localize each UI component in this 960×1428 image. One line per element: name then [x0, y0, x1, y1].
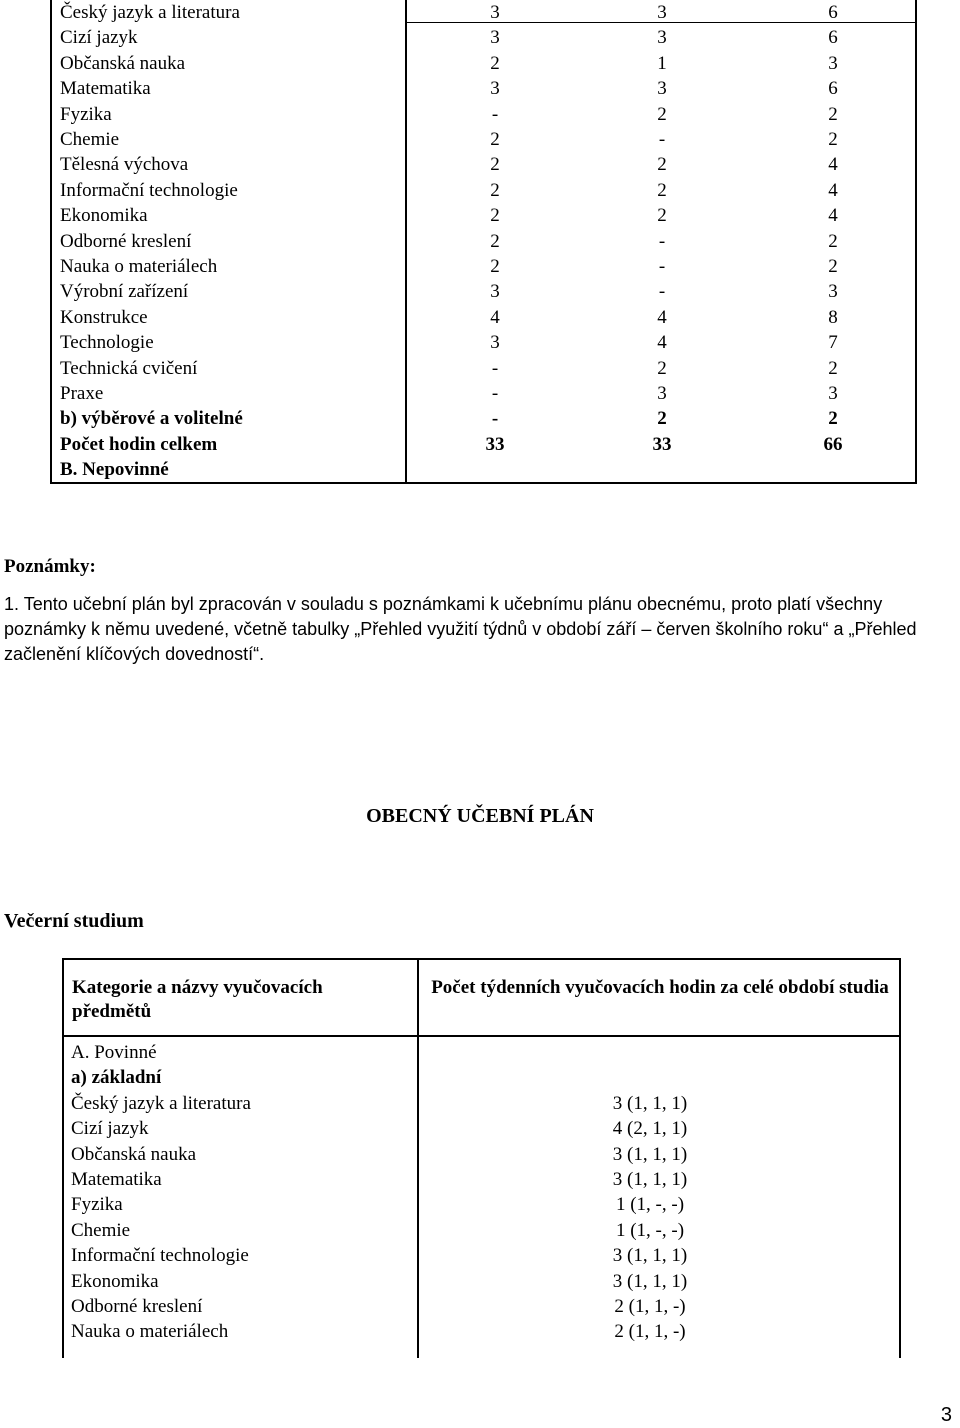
hours-cell: 2	[490, 52, 500, 74]
hours-cell: 66	[823, 433, 843, 455]
top-table-row	[0, 25, 960, 50]
bottom-table-row	[0, 1192, 960, 1217]
hours-cell: 3	[657, 27, 667, 49]
hours-cell: 3 (1, 1, 1)	[612, 1245, 688, 1267]
hours-cell: 2	[828, 103, 838, 125]
hours-cell: 3	[828, 52, 838, 74]
subject-name: Nauka o materiálech	[60, 256, 218, 277]
subject-name: Občanská nauka	[71, 1143, 197, 1165]
hours-cell: 1	[657, 52, 667, 74]
notes-text: 1. Tento učební plán byl zpracován v souladu s poznámkami k učebnímu plánu obecnému, proto platí všechny poznámky k němu uvedené, včetně tabulky „Přehled využití týdnů v období září – červen školního roku“ a „Přehled začlenění klíčových dovedností“.	[4, 594, 917, 664]
hours-cell: 3 (1, 1, 1)	[612, 1143, 688, 1165]
hours-cell: 4	[828, 179, 838, 201]
hours-cell: 3	[490, 281, 500, 303]
hours-cell: 8	[828, 306, 838, 328]
bottom-table-row	[0, 1269, 960, 1294]
top-table-row	[0, 0, 960, 25]
top-table-row	[0, 254, 960, 279]
hours-cell: 6	[828, 78, 838, 100]
top-table-row	[0, 152, 960, 177]
hours-cell: 3 (1, 1, 1)	[612, 1169, 688, 1190]
hours-cell: -	[491, 357, 499, 379]
top-table-row	[0, 381, 960, 406]
subject-name: Nauka o materiálech	[71, 1321, 229, 1343]
subject-name: Technická cvičení	[60, 357, 198, 379]
bottom-header-right: Počet týdenních vyučovacích hodin za celé období studia	[431, 977, 889, 998]
subject-name: Konstrukce	[60, 306, 148, 328]
hours-cell: -	[658, 129, 666, 150]
subject-name: Cizí jazyk	[71, 1118, 149, 1140]
top-table-row	[0, 330, 960, 355]
plan-title: OBECNÝ UČEBNÍ PLÁN	[366, 805, 594, 827]
top-table-row	[0, 229, 960, 254]
subject-name: Odborné kreslení	[71, 1296, 203, 1317]
subject-name: Ekonomika	[60, 205, 148, 227]
hours-cell: 3 (1, 1, 1)	[612, 1270, 688, 1292]
top-table-row	[0, 178, 960, 203]
hours-cell: 3	[657, 383, 667, 404]
section-title: Večerní studium	[4, 910, 144, 932]
subject-name: Cizí jazyk	[60, 27, 138, 49]
hours-cell: -	[658, 281, 666, 303]
hours-cell: 33	[652, 433, 672, 455]
page-number: 3	[940, 1404, 952, 1426]
subject-name: Český jazyk a literatura	[60, 2, 240, 23]
top-table-row	[0, 203, 960, 228]
top-table-row	[0, 76, 960, 101]
hours-cell: 2	[828, 230, 838, 252]
hours-cell: 3	[828, 281, 838, 303]
hours-cell: 2	[657, 357, 667, 379]
hours-cell: 2	[828, 408, 838, 430]
bottom-table-row	[0, 1142, 960, 1167]
bottom-table-row	[0, 1243, 960, 1268]
hours-cell: 2	[828, 129, 838, 150]
hours-cell: 2	[490, 256, 500, 277]
hours-cell: 3	[490, 2, 500, 23]
subject-name: Technologie	[60, 332, 154, 354]
subject-name: Matematika	[71, 1169, 162, 1190]
bottom-table-row	[0, 1294, 960, 1319]
hours-cell: -	[658, 230, 666, 252]
hours-cell: 3	[490, 332, 500, 354]
hours-cell: 3	[657, 78, 667, 100]
subject-name: A. Povinné	[71, 1042, 157, 1063]
subject-name: b) výběrové a volitelné	[60, 408, 243, 430]
hours-cell: 2	[490, 179, 500, 201]
notes-heading: Poznámky:	[4, 556, 96, 577]
subject-name: Fyzika	[71, 1194, 123, 1216]
hours-cell: 33	[485, 433, 505, 455]
hours-cell: 2	[657, 154, 667, 176]
bottom-table-row	[0, 1116, 960, 1141]
hours-cell: -	[491, 383, 499, 404]
hours-cell: 1 (1, -, -)	[615, 1194, 685, 1216]
top-table-row	[0, 432, 960, 457]
subject-name: Výrobní zařízení	[60, 281, 189, 303]
subject-name: Český jazyk a literatura	[71, 1092, 251, 1114]
subject-name: Informační technologie	[71, 1245, 249, 1267]
hours-cell: 2	[828, 256, 838, 277]
hours-cell: 3	[490, 27, 500, 49]
top-table-row	[0, 51, 960, 76]
top-table-row	[0, 406, 960, 431]
subject-name: a) základní	[71, 1067, 162, 1089]
bottom-table-row	[0, 1040, 960, 1065]
hours-cell: 4	[828, 205, 838, 227]
hours-cell: -	[491, 103, 499, 125]
hours-cell: 2	[490, 129, 500, 150]
subject-name: Občanská nauka	[60, 52, 186, 74]
subject-name: B. Nepovinné	[60, 459, 169, 481]
hours-cell: 2	[657, 179, 667, 201]
hours-cell: 2	[657, 408, 667, 430]
hours-cell: -	[491, 408, 499, 430]
subject-name: Ekonomika	[71, 1270, 159, 1292]
subject-name: Tělesná výchova	[60, 154, 189, 176]
bottom-table-header-rule	[62, 1035, 901, 1037]
top-table-row	[0, 457, 960, 482]
hours-cell: 2	[490, 205, 500, 227]
hours-cell: 1 (1, -, -)	[615, 1219, 685, 1241]
hours-cell: 2	[490, 230, 500, 252]
subject-name: Informační technologie	[60, 179, 238, 201]
hours-cell: 7	[828, 332, 838, 354]
top-table-row	[0, 356, 960, 381]
hours-cell: 6	[828, 2, 838, 23]
hours-cell: 3	[657, 2, 667, 23]
hours-cell: 6	[828, 27, 838, 49]
bottom-table-row	[0, 1218, 960, 1243]
subject-name: Fyzika	[60, 103, 112, 125]
hours-cell: 4	[657, 306, 667, 328]
hours-cell: 4	[657, 332, 667, 354]
hours-cell: 2	[657, 103, 667, 125]
hours-cell: 3	[828, 383, 838, 404]
subject-name: Odborné kreslení	[60, 230, 192, 252]
hours-cell: 4	[828, 154, 838, 176]
subject-name: Chemie	[60, 129, 120, 150]
hours-cell: 2	[490, 154, 500, 176]
bottom-table-row	[0, 1091, 960, 1116]
bottom-table-top-border	[62, 958, 901, 960]
subject-name: Chemie	[71, 1219, 131, 1241]
hours-cell: 3	[490, 78, 500, 100]
bottom-table-row	[0, 1167, 960, 1192]
bottom-table-row	[0, 1319, 960, 1344]
bottom-table-row	[0, 1065, 960, 1090]
bottom-header-left: Kategorie a názvy vyučovacích předmětů	[72, 977, 323, 1022]
hours-cell: -	[658, 256, 666, 277]
top-table-row	[0, 102, 960, 127]
hours-cell: 2 (1, 1, -)	[614, 1296, 686, 1317]
top-table-row	[0, 127, 960, 152]
hours-cell: 4	[490, 306, 500, 328]
hours-cell: 4 (2, 1, 1)	[612, 1118, 688, 1140]
subject-name: Počet hodin celkem	[60, 433, 218, 455]
top-table-row	[0, 305, 960, 330]
top-table-row	[0, 279, 960, 304]
subject-name: Matematika	[60, 78, 151, 100]
hours-cell: 2	[657, 205, 667, 227]
hours-cell: 3 (1, 1, 1)	[612, 1092, 688, 1114]
hours-cell: 2 (1, 1, -)	[614, 1321, 686, 1343]
subject-name: Praxe	[60, 383, 104, 404]
hours-cell: 2	[828, 357, 838, 379]
